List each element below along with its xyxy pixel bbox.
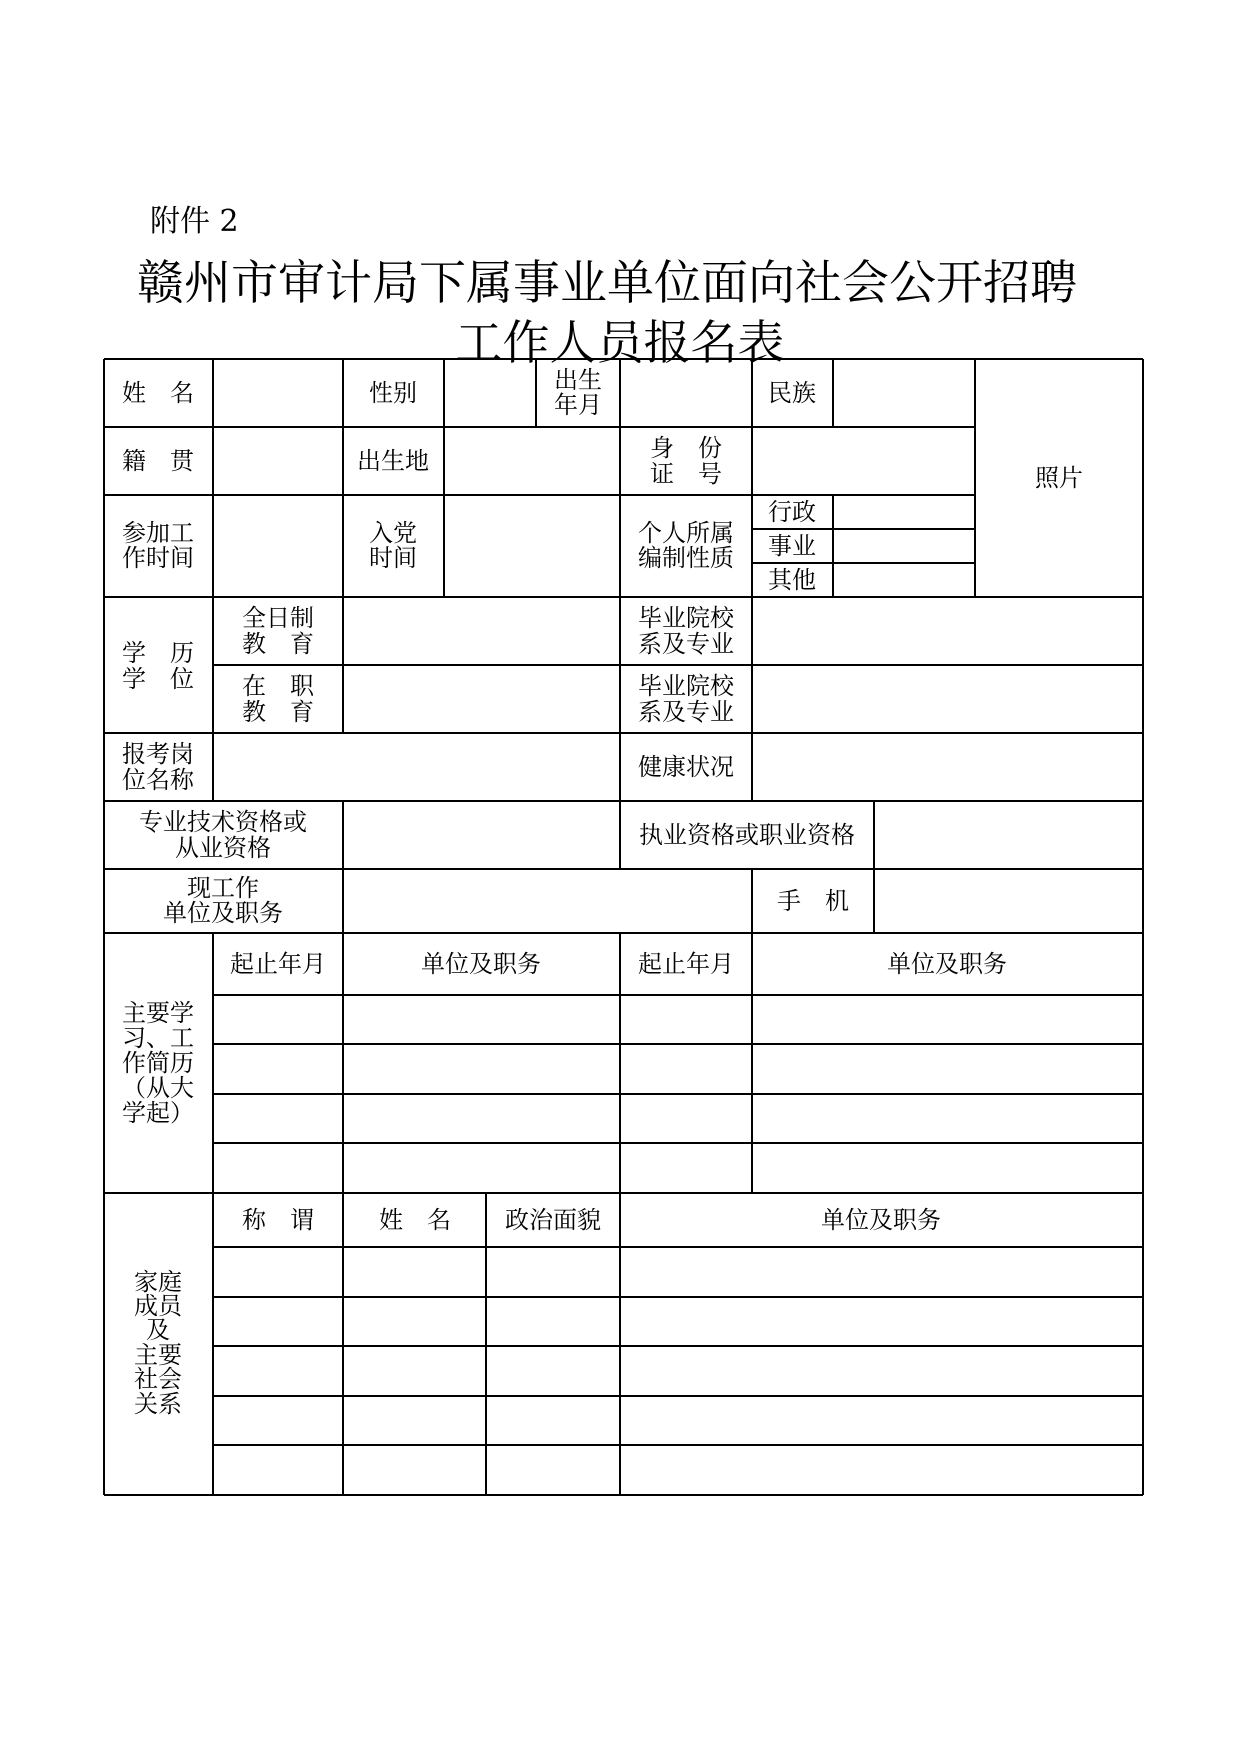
attachment-label: 附件 2 — [150, 204, 239, 239]
label-tech-qual-line2: 从业资格 — [175, 834, 271, 862]
label-native-place: 籍 贯 — [122, 447, 194, 475]
header-unit-duty-1: 单位及职务 — [421, 950, 541, 978]
form-title-line1: 赣州市审计局下属事业单位面向社会公开招聘 — [137, 256, 1077, 311]
label-party-join-line2: 时间 — [369, 544, 417, 572]
label-family-line2: 成员 — [134, 1292, 182, 1320]
label-current-work-line2: 单位及职务 — [163, 899, 283, 927]
label-resume-line4: （从大 — [122, 1074, 194, 1102]
label-birth-date-line2: 年月 — [554, 391, 602, 419]
label-fulltime-edu-line2: 教 育 — [242, 630, 314, 658]
label-name: 姓 名 — [122, 379, 194, 407]
label-id-number-line1: 身 份 — [650, 434, 722, 462]
label-family-line3: 及 — [146, 1316, 170, 1344]
label-resume-line1: 主要学 — [122, 999, 194, 1027]
label-school-major-2-line1: 毕业院校 — [638, 672, 734, 700]
label-resume-line2: 习、工 — [122, 1024, 194, 1052]
label-fulltime-edu-line1: 全日制 — [242, 604, 314, 632]
label-staffing-type-line1: 个人所属 — [638, 519, 734, 547]
label-practice-qual: 执业资格或职业资格 — [639, 821, 855, 849]
label-tech-qual-line1: 专业技术资格或 — [139, 808, 307, 836]
label-onjob-edu-line2: 教 育 — [242, 698, 314, 726]
label-position-line2: 位名称 — [122, 766, 194, 794]
label-education-line1: 学 历 — [122, 639, 194, 667]
label-resume-line5: 学起） — [122, 1099, 194, 1127]
label-onjob-edu-line1: 在 职 — [242, 672, 314, 700]
header-family-unit-duty: 单位及职务 — [821, 1206, 941, 1234]
label-family-line5: 社会 — [134, 1365, 182, 1393]
option-public-institution: 事业 — [768, 532, 816, 560]
label-id-number-line2: 证 号 — [650, 460, 722, 488]
label-family-line1: 家庭 — [134, 1268, 182, 1296]
form-title-line2: 工作人员报名表 — [455, 316, 785, 371]
label-health: 健康状况 — [638, 753, 734, 781]
label-work-start-line2: 作时间 — [122, 544, 194, 572]
label-ethnicity: 民族 — [768, 379, 816, 407]
table-grid-lines — [104, 359, 1143, 1495]
label-photo: 照片 — [1035, 464, 1083, 492]
label-family-line6: 关系 — [134, 1390, 182, 1418]
header-family-name: 姓 名 — [379, 1206, 451, 1234]
label-position-line1: 报考岗 — [122, 740, 194, 768]
label-family-line4: 主要 — [134, 1341, 182, 1369]
label-school-major-1-line1: 毕业院校 — [638, 604, 734, 632]
label-school-major-2-line2: 系及专业 — [638, 698, 734, 726]
header-political: 政治面貌 — [505, 1206, 601, 1234]
label-party-join-line1: 入党 — [369, 519, 417, 547]
label-birth-date-line1: 出生 — [554, 366, 602, 394]
label-mobile: 手 机 — [777, 887, 849, 915]
header-period-2: 起止年月 — [638, 950, 734, 978]
label-education-line2: 学 位 — [122, 665, 194, 693]
header-relation: 称 谓 — [242, 1206, 314, 1234]
label-school-major-1-line2: 系及专业 — [638, 630, 734, 658]
label-work-start-line1: 参加工 — [122, 519, 194, 547]
option-administrative: 行政 — [768, 498, 816, 526]
header-unit-duty-2: 单位及职务 — [887, 950, 1007, 978]
header-period-1: 起止年月 — [230, 950, 326, 978]
option-other: 其他 — [768, 566, 816, 594]
label-gender: 性别 — [369, 379, 417, 407]
label-staffing-type-line2: 编制性质 — [638, 544, 734, 572]
label-resume-line3: 作简历 — [122, 1049, 194, 1077]
label-birthplace: 出生地 — [357, 447, 429, 475]
label-current-work-line1: 现工作 — [187, 874, 259, 902]
